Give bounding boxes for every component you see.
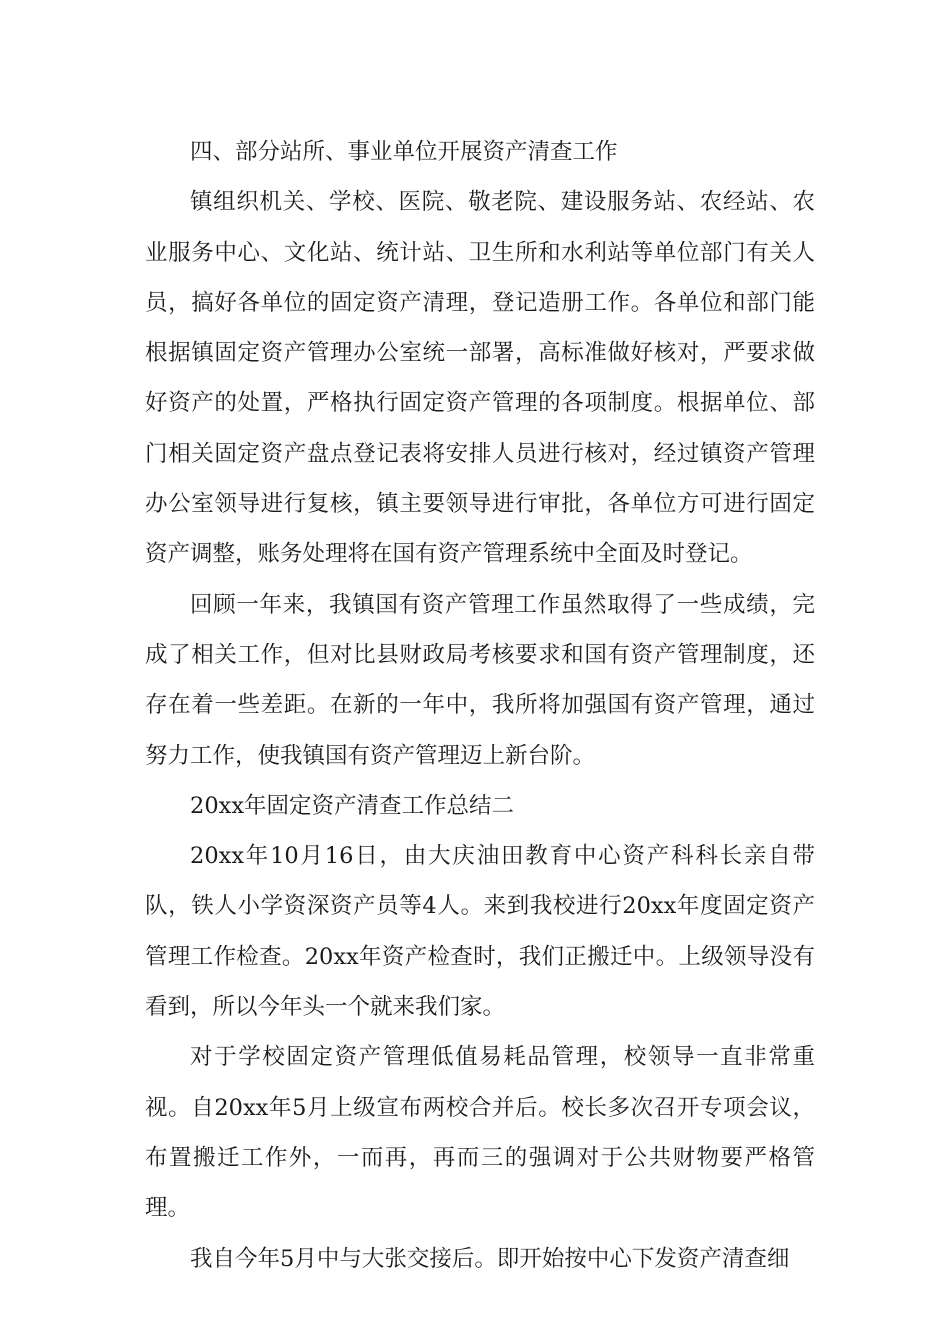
paragraph: 对于学校固定资产管理低值易耗品管理，校领导一直非常重视。自20xx年5月上级宣布两校合并后。校长多次召开专项会议，布置搬迁工作外，一而再，再而三的强调对于公共财物要严格管理。 [145, 1044, 815, 1222]
document-body [145, 127, 815, 1284]
section-heading: 20xx年固定资产清查工作总结二 [190, 792, 515, 819]
paragraph: 20xx年10月16日，由大庆油田教育中心资产科科长亲自带队，铁人小学资深资产员等4人。来到我校进行20xx年度固定资产管理工作检查。20xx年资产检查时，我们正搬迁中。上级领导没有看到，所以今年头一个就来我们家。 [145, 843, 815, 1021]
paragraph: 镇组织机关、学校、医院、敬老院、建设服务站、农经站、农业服务中心、文化站、统计站、卫生所和水利站等单位部门有关人员，搞好各单位的固定资产清理，登记造册工作。各单位和部门能根据镇固定资产管理办公室统一部署，高标准做好核对，严要求做好资产的处置，严格执行固定资产管理的各项制度。根据单位、部门相关固定资产盘点登记表将安排人员进行核对，经过镇资产管理办公室领导进行复核，镇主要领导进行审批，各单位方可进行固定资产调整，账务处理将在国有资产管理系统中全面及时登记。 [145, 189, 815, 568]
section-heading: 四、部分站所、事业单位开展资产清查工作 [190, 139, 618, 165]
paragraph: 回顾一年来，我镇国有资产管理工作虽然取得了一些成绩，完成了相关工作，但对比县财政局考核要求和国有资产管理制度，还存在着一些差距。在新的一年中，我所将加强国有资产管理，通过努力工作，使我镇国有资产管理迈上新台阶。 [145, 591, 815, 769]
paragraph: 我自今年5月中与大张交接后。即开始按中心下发资产清查细 [190, 1245, 790, 1272]
